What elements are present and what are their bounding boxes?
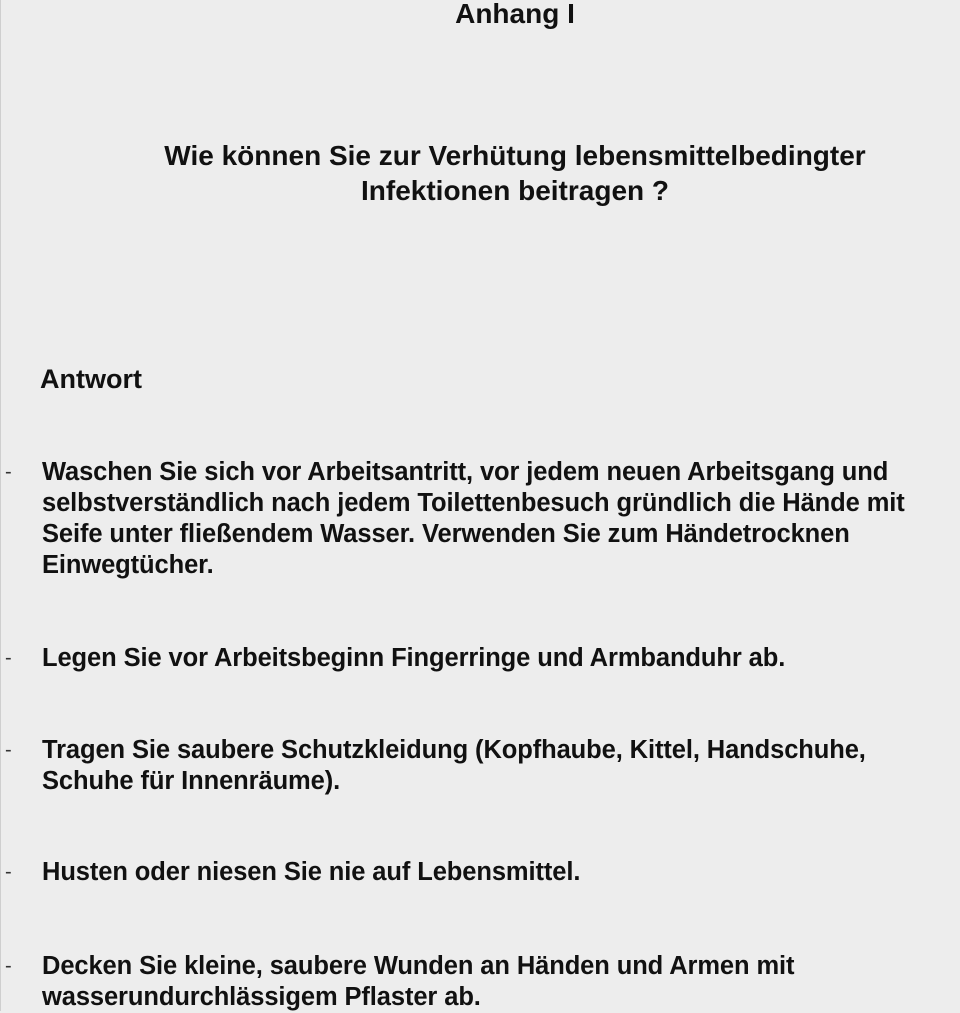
list-item-text: Husten oder niesen Sie nie auf Lebensmittel. xyxy=(42,858,581,886)
question-title: Wie können Sie zur Verhütung lebensmittelbedingter Infektionen beitragen ? xyxy=(164,140,866,206)
answer-label: Antwort xyxy=(40,364,142,394)
list-item-text: Decken Sie kleine, saubere Wunden an Händen und Armen mit wasserundurchlässigem Pflaster ab. xyxy=(42,952,795,1011)
appendix-title: Anhang I xyxy=(455,0,575,29)
bullet-dash: - xyxy=(5,861,12,883)
list-item-text: Legen Sie vor Arbeitsbeginn Fingerringe und Armbanduhr ab. xyxy=(42,644,786,672)
bullet-dash: - xyxy=(5,647,12,669)
bullet-dash: - xyxy=(5,739,12,761)
bullet-dash: - xyxy=(5,461,12,483)
list-item-text: Tragen Sie saubere Schutzkleidung (Kopfhaube, Kittel, Handschuhe, Schuhe für Innenräume). xyxy=(42,736,866,795)
bullet-dash: - xyxy=(5,955,12,977)
list-item-text: Waschen Sie sich vor Arbeitsantritt, vor jedem neuen Arbeitsgang und selbstverständlich nach jedem Toilettenbesuch gründlich die Hände mit Seife unter fließendem Wasser. Verwenden Sie zum Händetrocknen Einwegtücher. xyxy=(42,458,905,579)
